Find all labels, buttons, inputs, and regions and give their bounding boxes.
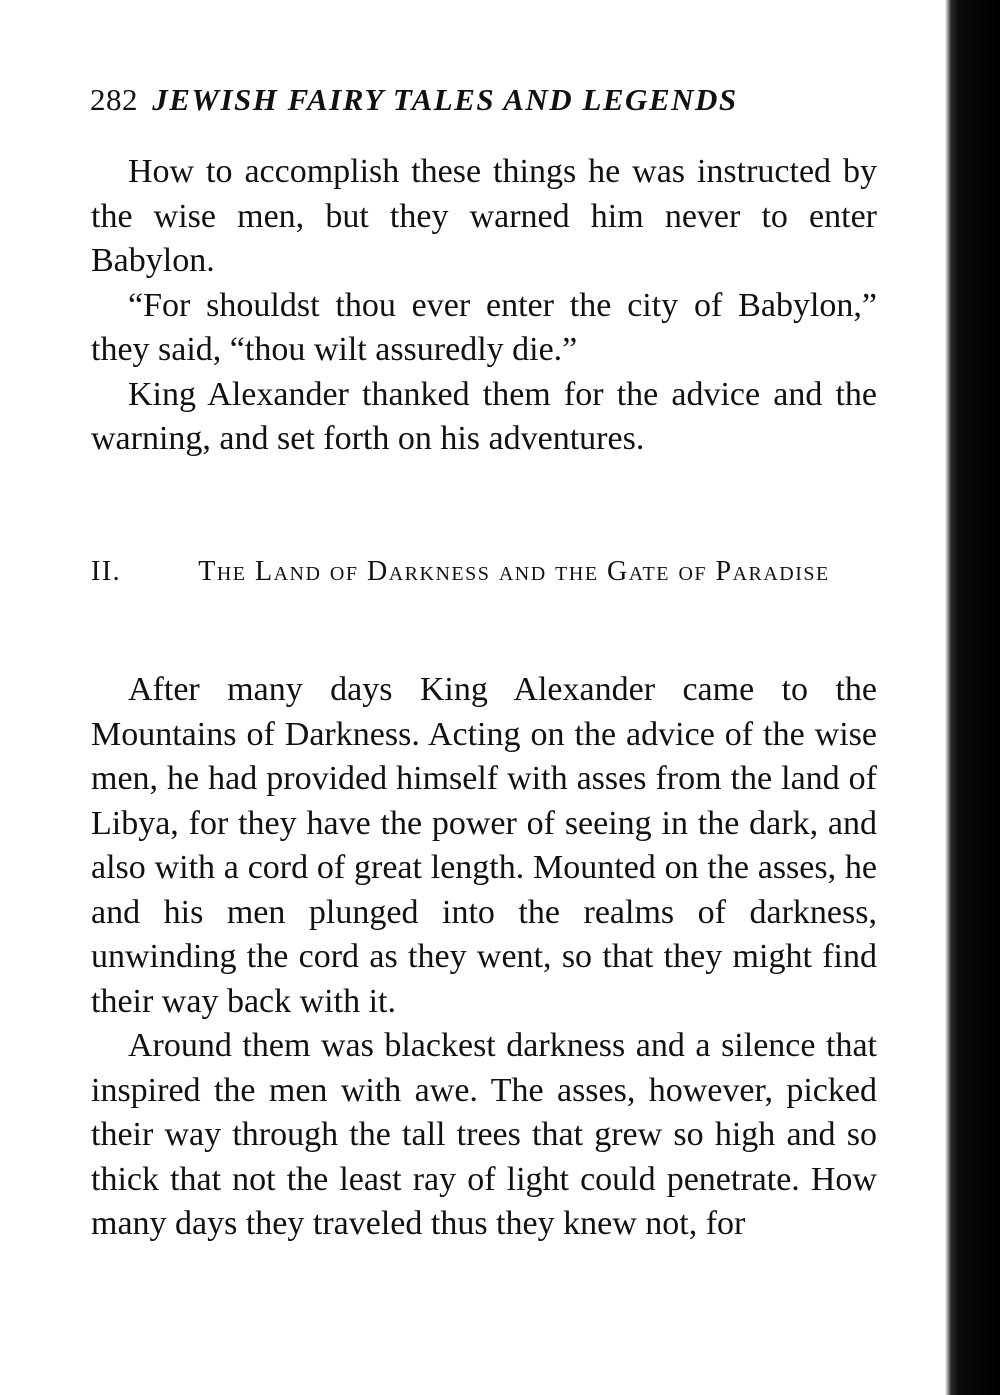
section-title: The Land of Darkness and the Gate of Paradise — [198, 556, 830, 587]
text-block-before-heading — [91, 150, 877, 462]
section-heading — [91, 550, 877, 594]
paragraph: King Alexander thanked them for the advice and the warning, and set forth on his adventures. — [91, 375, 877, 457]
running-title: JEWISH FAIRY TALES AND LEGENDS — [152, 82, 738, 117]
paragraph: After many days King Alexander came to the Mountains of Darkness. Acting on the advice of the wise men, he had provided himself with asses from the land of Libya, for they have the power of seeing in the dark, and also with a cord of great length. Mounted on the asses, he and his men plunged into the realms of darkness, unwinding the cord as they went, so that they might find their way back with it. — [91, 671, 877, 1020]
page-number: 282 — [90, 82, 138, 117]
scanned-binding-edge — [945, 0, 1000, 1395]
section-number: II. — [91, 556, 122, 587]
paragraph: Around them was blackest darkness and a silence that inspired the men with awe. The asses, however, picked their way through the tall trees that grew so high and so thick that not the least ray of light could penetrate. How many days they traveled thus they knew not, for — [91, 1027, 877, 1242]
text-block-after-heading — [91, 668, 877, 1247]
running-header — [90, 82, 738, 118]
paragraph: How to accomplish these things he was instructed by the wise men, but they warned him never to enter Babylon. — [91, 153, 877, 279]
paragraph: “For shouldst thou ever enter the city of Babylon,” they said, “thou wilt assuredly die.” — [91, 286, 877, 368]
